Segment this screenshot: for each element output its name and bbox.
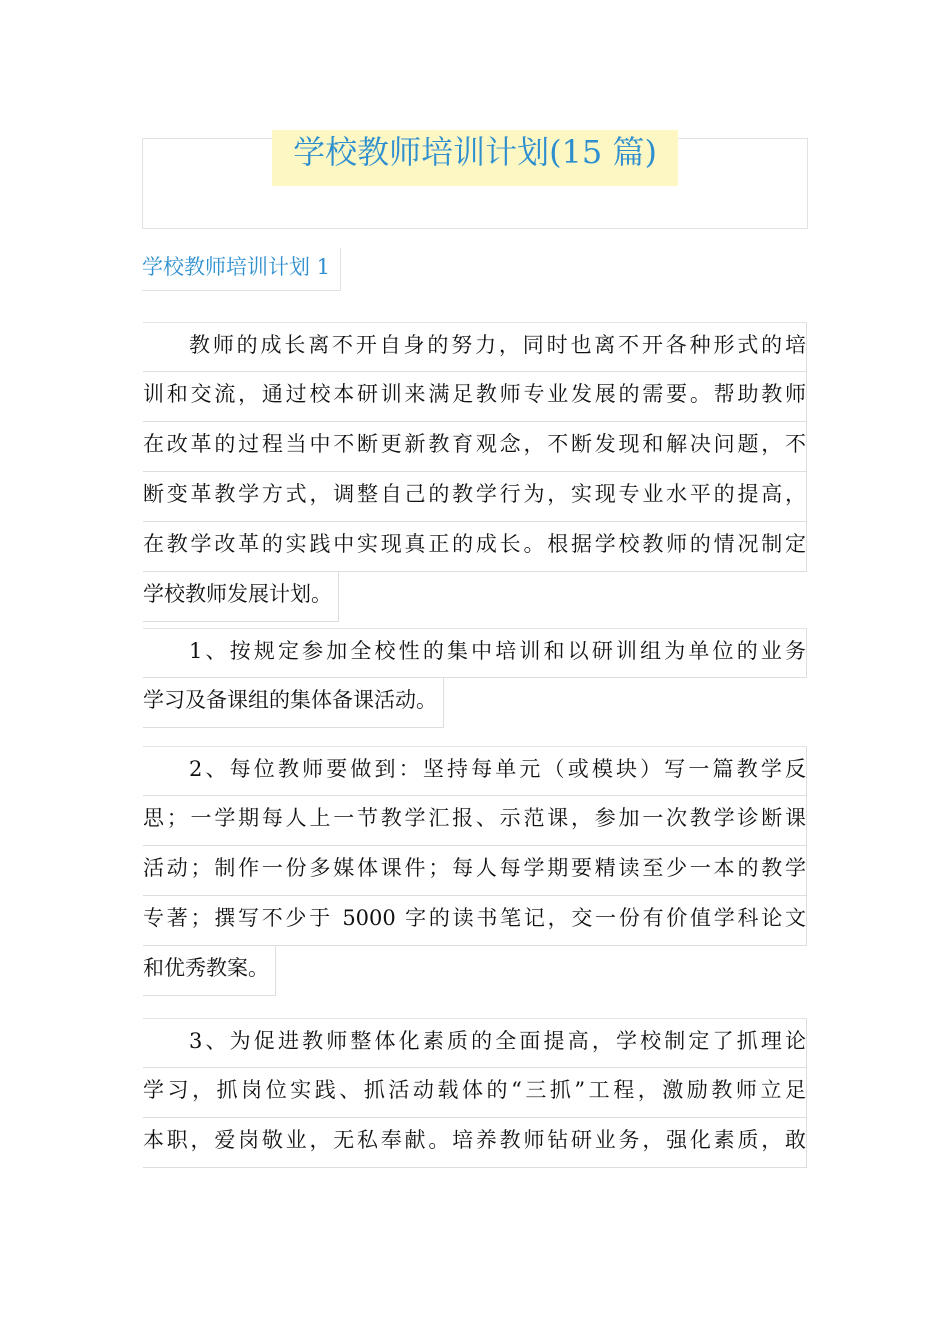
text-line: 学习及备课组的集体备课活动。 xyxy=(143,678,444,728)
text-line: 2、每位教师要做到：坚持每单元（或模块）写一篇教学反 xyxy=(143,746,807,796)
text-line: 学习，抓岗位实践、抓活动载体的“三抓”工程，激励教师立足 xyxy=(143,1068,807,1118)
text-line: 教师的成长离不开自身的努力，同时也离不开各种形式的培 xyxy=(143,322,807,372)
text-line: 活动；制作一份多媒体课件；每人每学期要精读至少一本的教学 xyxy=(143,846,807,896)
text-line: 思；一学期每人上一节教学汇报、示范课，参加一次教学诊断课 xyxy=(143,796,807,846)
text-line: 3、为促进教师整体化素质的全面提高，学校制定了抓理论 xyxy=(143,1018,807,1068)
text-line: 训和交流，通过校本研训来满足教师专业发展的需要。帮助教师 xyxy=(143,372,807,422)
text-line: 本职，爱岗敬业，无私奉献。培养教师钻研业务，强化素质，敢 xyxy=(143,1118,807,1168)
text-line: 1、按规定参加全校性的集中培训和以研训组为单位的业务 xyxy=(143,628,807,678)
text-line: 在改革的过程当中不断更新教育观念，不断发现和解决问题，不 xyxy=(143,422,807,472)
paragraph-item-3 xyxy=(143,1018,807,1168)
paragraph-intro xyxy=(143,322,807,626)
document-title: 学校教师培训计划(15 篇) xyxy=(272,130,678,186)
text-line: 断变革教学方式，调整自己的教学行为，实现专业水平的提高， xyxy=(143,472,807,522)
text-line: 和优秀教案。 xyxy=(143,946,276,996)
paragraph-item-2 xyxy=(143,746,807,1000)
text-line: 学校教师发展计划。 xyxy=(143,572,339,622)
text-line: 专著；撰写不少于 5000 字的读书笔记，交一份有价值学科论文 xyxy=(143,896,807,946)
paragraph-item-1 xyxy=(143,628,807,732)
text-line: 在教学改革的实践中实现真正的成长。根据学校教师的情况制定 xyxy=(143,522,807,572)
section-heading: 学校教师培训计划 1 xyxy=(142,248,341,291)
